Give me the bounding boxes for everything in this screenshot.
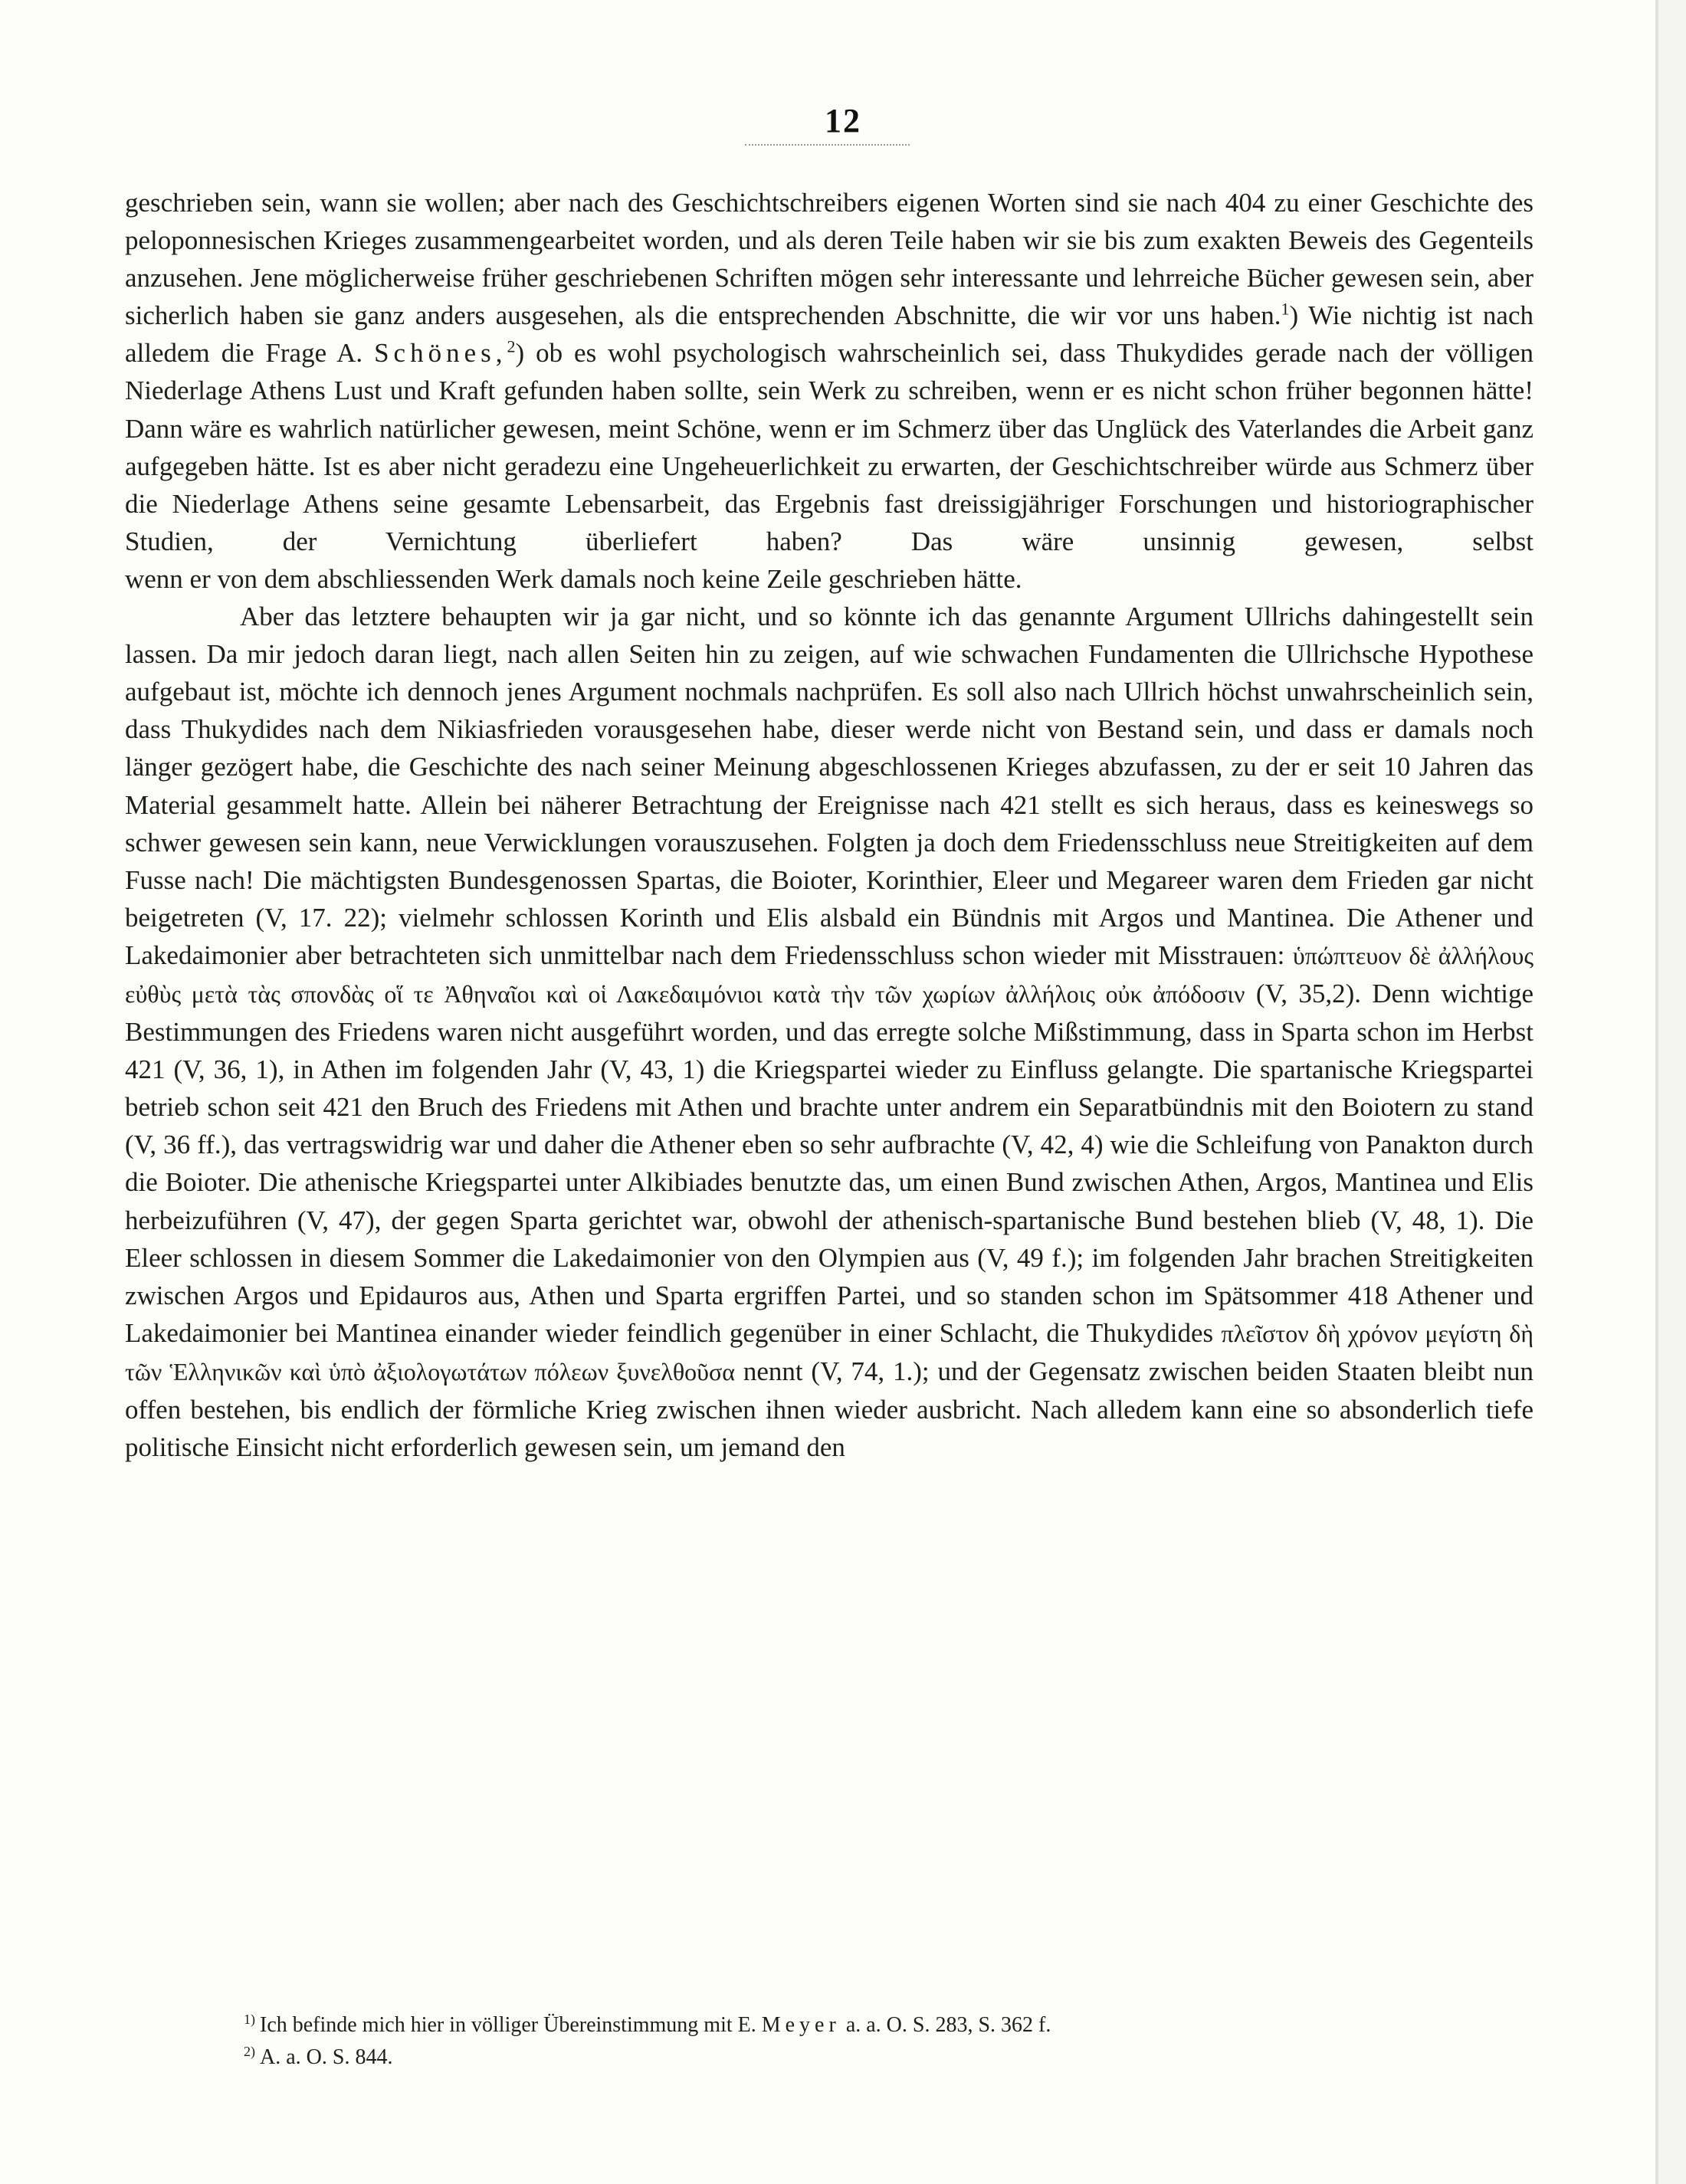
greek-quote-2: πλεῖστον δὴ χρόνον μεγίστη δὴ τῶν Ἑλληνικῶν καὶ ὑπὸ ἀξιολογωτάτων πόλεων ξυνελθοῦσα (125, 1319, 1533, 1385)
scan-edge (1655, 0, 1686, 2184)
paragraph-1-last-line: wenn er von dem abschliessenden Werk damals noch keine Zeile geschrieben hätte. (125, 563, 1022, 594)
paragraph-2-text-b: (V, 35,2). Denn wichtige Bestimmungen des Friedens waren nicht ausgeführt worden, und das erregte solche Mißstimmung, dass in Sparta schon im Herbst 421 (V, 36, 1), in Athen im folgenden Jahr (V, 43, 1) die Kriegspartei wieder zu Einfluss gelangte. Die spartanische Kriegspartei betrieb schon seit 421 den Bruch des Friedens mit Athen und brachte unter andrem ein Separatbündnis mit den Boiotern zu stand (V, 36 ff.), das vertragswidrig war und daher die Athener eben so sehr aufbrachte (V, 42, 4) wie die Schleifung von Panakton durch die Boioter. Die athenische Kriegspartei unter Alkibiades benutzte das, um einen Bund zwischen Athen, Argos, Mantinea und Elis herbeizuführen (V, 47), der gegen Sparta gerichtet war, obwohl der athenisch-spartanische Bund bestehen blieb (V, 48, 1). Die Eleer schlossen in diesem Sommer die Lakedaimonier von den Olympien aus (V, 49 f.); im folgenden Jahr brachen Streitigkeiten zwischen Argos und Epidauros aus, Athen und Sparta ergriffen Partei, und so standen schon im Spätsommer 418 Athener und Lakedaimonier bei Mantinea einander wieder feindlich gegenüber in einer Schlacht, die Thukydides (125, 978, 1534, 1348)
footnote-2-text: A. a. O. S. 844. (260, 2045, 393, 2069)
footnote-1-text-a: Ich befinde mich hier in völliger Übereinstimmung mit E. (260, 2013, 762, 2037)
footnote-ref-1: 1 (1281, 299, 1290, 319)
paragraph-1-text-b: Wie nichtig ist nach alledem die Frage A. (125, 300, 1533, 369)
footnote-1-mark: 1) (244, 2011, 255, 2027)
paragraph-1-text-c: ob es wohl psychologisch wahrscheinlich sei, dass Thukydides gerade nach der völligen Niederlage Athens Lust und Kraft gefunden haben sollte, sein Werk zu schreiben, wenn er es nicht schon früher begonnen hätte! Dann wäre es wahrlich natürlicher gewesen, meint Schöne, wenn er im Schmerz über das Unglück des Vaterlandes die Arbeit ganz aufgegeben hätte. Ist es aber nicht geradezu eine Ungeheuerlichkeit zu erwarten, der Geschichtschreiber würde aus Schmerz über die Niederlage Athens seine gesamte Lebensarbeit, das Ergebnis fast dreissigjähriger Forschungen und historiographischer Studien, der Vernichtung überliefert haben? Das wäre unsinnig gewesen, selbst (125, 338, 1533, 556)
header-rule (745, 144, 910, 146)
footnote-1-spaced: Meyer (761, 2013, 841, 2037)
paragraph-2-text-a: Aber das letztere behaupten wir ja gar nicht, und so könnte ich das genannte Argument Ullrichs dahingestellt sein lassen. Da mir jedoch daran liegt, nach allen Seiten hin zu zeigen, auf wie schwachen Fundamenten die Ullrichsche Hypothese aufgebaut ist, möchte ich dennoch jenes Argument nochmals nachprüfen. Es soll also nach Ullrich höchst unwahrscheinlich sein, dass Thukydides nach dem Nikiasfrieden vorausgesehen habe, dieser werde nicht von Bestand sein, und dass er damals noch länger gezögert habe, die Geschichte des nach seiner Meinung abgeschlossenen Krieges abzufassen, zu der er seit 10 Jahren das Material gesammelt hatte. Allein bei näherer Betrachtung der Ereignisse nach 421 stellt es sich heraus, dass es keineswegs so schwer gewesen sein kann, neue Verwicklungen vorauszusehen. Folgten ja doch dem Friedensschluss neue Streitigkeiten auf dem Fusse nach! Die mächtigsten Bundesgenossen Spartas, die Boioter, Korinthier, Eleer und Megareer waren dem Frieden gar nicht beigetreten (V, 17. 22); vielmehr schlossen Korinth und Elis alsbald ein Bündnis mit Argos und Mantinea. Die Athener und Lakedaimonier aber betrachteten sich unmittelbar nach dem Friedensschluss schon wieder mit Misstrauen: (125, 602, 1533, 970)
spaced-author-name: Schönes, (374, 338, 507, 369)
footnotes (244, 2009, 1547, 2074)
main-text (125, 184, 1533, 1466)
page-number: 12 (825, 102, 861, 139)
paragraph-2 (125, 598, 1533, 1466)
paragraph-2-text-c: nennt (V, 74, 1.); und der Gegensatz zwischen beiden Staaten bleibt nun offen bestehen, bis endlich der förmliche Krieg zwischen ihnen wieder ausbricht. Nach alledem kann eine so absonderlich tiefe politische Einsicht nicht erforderlich gewesen sein, um jemand den (125, 1356, 1533, 1463)
footnote-1 (244, 2009, 1547, 2041)
footnote-ref-2: 2 (507, 336, 516, 356)
footnote-2 (244, 2041, 1547, 2074)
footnote-1-text-b: a. a. O. S. 283, S. 362 f. (840, 2013, 1051, 2037)
paragraph-1: geschrieben sein, wann sie wollen; aber nach des Geschichtschreibers eigenen Worten sind sie nach 404 zu einer Geschichte des peloponnesischen Krieges zusammengearbeitet worden, und als deren Teile haben wir sie bis zum exakten Beweis des Gegenteils anzusehen. Jene möglicherweise früher geschriebenen Schriften mögen sehr interessante und lehrreiche Bücher gewesen sein, aber sicherlich haben sie ganz anders ausgesehen, als die entsprechenden Abschnitte, die wir vor uns haben.$^1$) Wie nichtig ist nach alledem die Frage A. Schönes,$^2$) ob es wohl psychologisch wahrscheinlich sei, dass Thukydides gerade nach der völligen Niederlage Athens Lust und Kraft gefunden haben sollte, sein Werk zu schreiben, wenn er es nicht schon früher begonnen hätte! Dann wäre es wahrlich natürlicher gewesen, meint Schöne, wenn er im Schmerz über das Unglück des Vaterlandes die Arbeit ganz aufgegeben hätte. Ist es aber nicht geradezu eine Ungeheuerlichkeit zu erwarten, der Geschichtschreiber würde aus Schmerz über die Niederlage Athens seine gesamte Lebensarbeit, das Ergebnis fast dreissigjähriger Forschungen und historiographischer Studien, der Vernichtung überliefert haben? Das wäre unsinnig gewesen, selbst wenn er von dem abschliessenden Werk damals noch keine Zeile geschrieben hätte. (125, 184, 1533, 598)
footnote-2-mark: 2) (244, 2043, 255, 2059)
paragraph-1-text-a: geschrieben sein, wann sie wollen; aber nach des Geschichtschreibers eigenen Worten sind sie nach 404 zu einer Geschichte des peloponnesischen Krieges zusammengearbeitet worden, und als deren Teile haben wir sie bis zum exakten Beweis des Gegenteils anzusehen. Jene möglicherweise früher geschriebenen Schriften mögen sehr interessante und lehrreiche Bücher gewesen sein, aber sicherlich haben sie ganz anders ausgesehen, als die entsprechenden Abschnitte, die wir vor uns haben. (125, 188, 1533, 331)
greek-quote-1: ὑπώπτευον δὲ ἀλλήλους εὐθὺς μετὰ τὰς σπονδὰς οἵ τε Ἀθηναῖοι καὶ οἱ Λακεδαιμόνιοι κατὰ τὴν τῶν χωρίων ἀλλήλοις οὐκ ἀπόδοσιν (125, 941, 1534, 1008)
